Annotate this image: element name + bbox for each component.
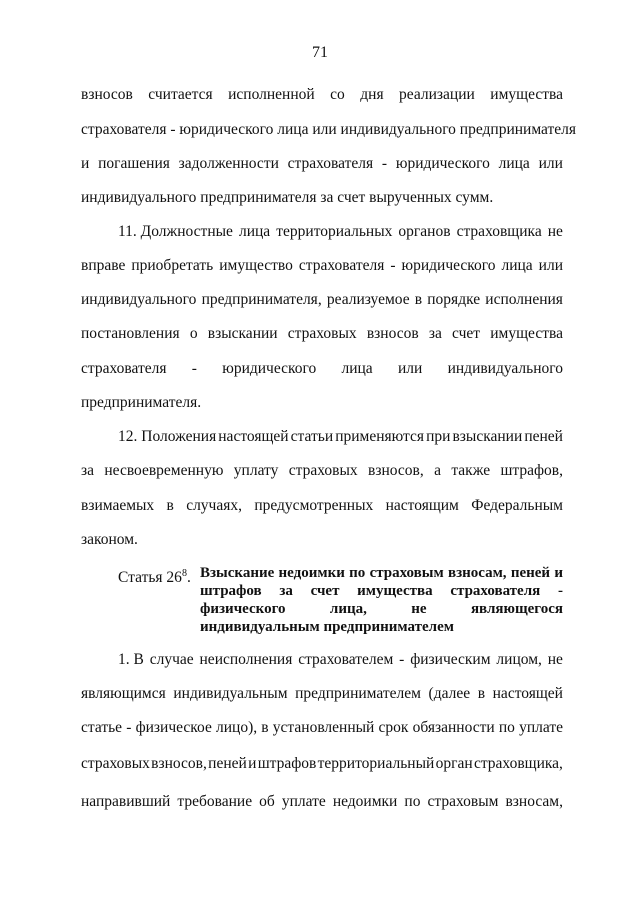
word: Взыскание bbox=[200, 565, 275, 581]
word: взносов bbox=[366, 325, 419, 342]
word: (далее bbox=[428, 685, 471, 702]
word: задолженности bbox=[178, 155, 279, 172]
word: счет bbox=[452, 325, 481, 342]
paragraph-1-line bbox=[81, 792, 563, 812]
word: пеней bbox=[524, 428, 563, 445]
word: штрафов bbox=[200, 583, 262, 599]
word: предпринимателем bbox=[295, 685, 421, 702]
word: уплату bbox=[233, 462, 279, 479]
word: в bbox=[166, 497, 174, 514]
article-title-line: индивидуальным предпринимателем bbox=[200, 619, 454, 635]
word: страховым bbox=[427, 793, 499, 810]
word: взносов bbox=[81, 86, 133, 103]
paragraph-10-line bbox=[81, 154, 563, 174]
paragraph-11-line bbox=[118, 222, 563, 242]
word: несвоевременную bbox=[104, 462, 224, 479]
word: или bbox=[538, 257, 563, 274]
word: по bbox=[498, 719, 515, 736]
word: индивидуальным bbox=[173, 685, 288, 702]
word: направивший bbox=[81, 793, 171, 810]
word: юридического bbox=[401, 257, 496, 274]
word: юридического bbox=[222, 360, 317, 377]
word: считается bbox=[148, 86, 213, 103]
article-title-line bbox=[200, 564, 563, 582]
word: штрафов bbox=[257, 755, 317, 772]
word: лица bbox=[498, 155, 530, 172]
word: 11. Должностные bbox=[118, 223, 233, 240]
word: предпринимателя, bbox=[201, 291, 322, 308]
word: случаях, bbox=[186, 497, 242, 514]
word: исполнения bbox=[485, 291, 563, 308]
word: пеней bbox=[208, 755, 247, 772]
word: 1. В bbox=[118, 651, 144, 668]
word: орган bbox=[435, 755, 473, 772]
word: настоящей bbox=[492, 685, 563, 702]
word: физического bbox=[200, 601, 286, 617]
word: в bbox=[477, 685, 486, 702]
paragraph-1-line bbox=[81, 684, 563, 704]
word: индивидуального bbox=[81, 291, 197, 308]
word: страховых bbox=[287, 325, 357, 342]
word: недоимки bbox=[332, 793, 398, 810]
word: индивидуального bbox=[447, 360, 563, 377]
word: случае bbox=[149, 651, 194, 668]
word: страховых bbox=[81, 755, 150, 772]
word: - bbox=[126, 719, 132, 736]
word: не bbox=[411, 601, 427, 617]
word: страхователя bbox=[298, 257, 385, 274]
word: настоящей bbox=[218, 428, 289, 445]
word: настоящим bbox=[385, 497, 459, 514]
word: штрафов, bbox=[500, 462, 563, 479]
word: вправе bbox=[81, 257, 126, 274]
word: пеней bbox=[510, 565, 551, 581]
word: приобретать bbox=[131, 257, 214, 274]
word: Федеральным bbox=[471, 497, 563, 514]
word: взыскании bbox=[207, 325, 278, 342]
word: предусмотренных bbox=[254, 497, 374, 514]
word: лица bbox=[238, 223, 271, 240]
paragraph-1-line bbox=[81, 718, 563, 738]
page-number: 71 bbox=[312, 44, 328, 61]
word: реализации bbox=[399, 86, 475, 103]
paragraph-11-line bbox=[81, 324, 563, 344]
article-label-suffix: . bbox=[186, 569, 191, 587]
paragraph-10-line bbox=[81, 85, 563, 105]
word: страхователем bbox=[298, 651, 394, 668]
word: - bbox=[390, 257, 396, 274]
word: страхователя bbox=[287, 155, 374, 172]
word: требование bbox=[177, 793, 253, 810]
word: погашения bbox=[98, 155, 170, 172]
word: страховщика, bbox=[473, 755, 563, 772]
word: в bbox=[414, 291, 423, 308]
word: по bbox=[349, 565, 366, 581]
word: взыскании bbox=[452, 428, 523, 445]
word: со bbox=[330, 86, 345, 103]
word: порядке bbox=[427, 291, 481, 308]
word: территориальный bbox=[317, 755, 435, 772]
word: недоимки bbox=[278, 565, 345, 581]
paragraph-1-line bbox=[81, 754, 563, 774]
word: имущества bbox=[357, 583, 433, 599]
word: и bbox=[248, 755, 257, 772]
word: лица bbox=[501, 257, 533, 274]
article-title-line bbox=[200, 582, 563, 600]
word: имущества bbox=[490, 86, 563, 103]
word: взносов, bbox=[368, 462, 424, 479]
paragraph-12-line bbox=[81, 461, 563, 481]
word: имущества bbox=[490, 325, 563, 342]
paragraph-10-line: страхователя - юридического лица или индивидуального предпринимателя bbox=[81, 121, 577, 138]
word: страховых bbox=[288, 462, 358, 479]
word: по bbox=[404, 793, 421, 810]
word: статье bbox=[81, 719, 123, 736]
word: неисполнения bbox=[199, 651, 293, 668]
paragraph-12-line bbox=[118, 427, 563, 447]
word: юридического bbox=[395, 155, 490, 172]
word: при bbox=[426, 428, 451, 445]
word: страховщика bbox=[456, 223, 542, 240]
word: уплате bbox=[281, 793, 326, 810]
word: страховым bbox=[369, 565, 444, 581]
word: являющимся bbox=[81, 685, 166, 702]
paragraph-12-line bbox=[81, 496, 563, 516]
article-title-line bbox=[200, 600, 563, 618]
paragraph-1-line bbox=[118, 650, 563, 670]
article-label-superscript: 8 bbox=[181, 568, 187, 579]
word: реализуемое bbox=[326, 291, 410, 308]
paragraph-11-line bbox=[81, 359, 563, 379]
word: имущество bbox=[219, 257, 293, 274]
word: не bbox=[547, 223, 563, 240]
paragraph-10-line: индивидуального предпринимателя за счет вырученных сумм. bbox=[81, 189, 494, 206]
word: страхователя bbox=[450, 583, 541, 599]
word: взносам, bbox=[505, 793, 563, 810]
word: и bbox=[554, 565, 563, 581]
word: исполненной bbox=[228, 86, 315, 103]
paragraph-11-line: предпринимателя. bbox=[81, 394, 202, 411]
word: установленный bbox=[272, 719, 375, 736]
word: статьи bbox=[290, 428, 334, 445]
word: территориальных bbox=[276, 223, 393, 240]
word: или bbox=[538, 155, 563, 172]
word: лица bbox=[341, 360, 373, 377]
word: об bbox=[259, 793, 275, 810]
word: и bbox=[81, 155, 90, 172]
word: срок bbox=[378, 719, 409, 736]
word: не bbox=[547, 651, 563, 668]
word: постановления bbox=[81, 325, 180, 342]
word: - bbox=[399, 651, 405, 668]
word: лица, bbox=[329, 601, 367, 617]
word: дня bbox=[360, 86, 384, 103]
paragraph-11-line bbox=[81, 290, 563, 310]
word: физическим bbox=[410, 651, 491, 668]
word: в bbox=[261, 719, 269, 736]
paragraph-11-line bbox=[81, 256, 563, 276]
word: а bbox=[434, 462, 441, 479]
word: - bbox=[191, 360, 197, 377]
word: за bbox=[279, 583, 293, 599]
word: уплате bbox=[519, 719, 563, 736]
article-label bbox=[118, 564, 191, 588]
word: о bbox=[189, 325, 198, 342]
word: за bbox=[81, 462, 95, 479]
word: счет bbox=[310, 583, 340, 599]
word: лицо), bbox=[216, 719, 258, 736]
article-label-text: Статья 26 bbox=[118, 569, 182, 587]
word: применяются bbox=[335, 428, 424, 445]
word: взносам, bbox=[447, 565, 507, 581]
word: лицом, bbox=[496, 651, 542, 668]
word: органов bbox=[398, 223, 451, 240]
word: - bbox=[557, 583, 563, 599]
word: - bbox=[381, 155, 388, 172]
word: также bbox=[451, 462, 491, 479]
word: физическое bbox=[135, 719, 212, 736]
word: страхователя bbox=[81, 360, 167, 377]
word: 12. Положения bbox=[118, 428, 217, 445]
word: за bbox=[428, 325, 442, 342]
word: обязанности bbox=[412, 719, 495, 736]
word: или bbox=[397, 360, 423, 377]
word: взносов, bbox=[151, 755, 207, 772]
paragraph-12-line: законом. bbox=[81, 531, 138, 548]
word: взимаемых bbox=[81, 497, 155, 514]
word: являющегося bbox=[470, 601, 563, 617]
